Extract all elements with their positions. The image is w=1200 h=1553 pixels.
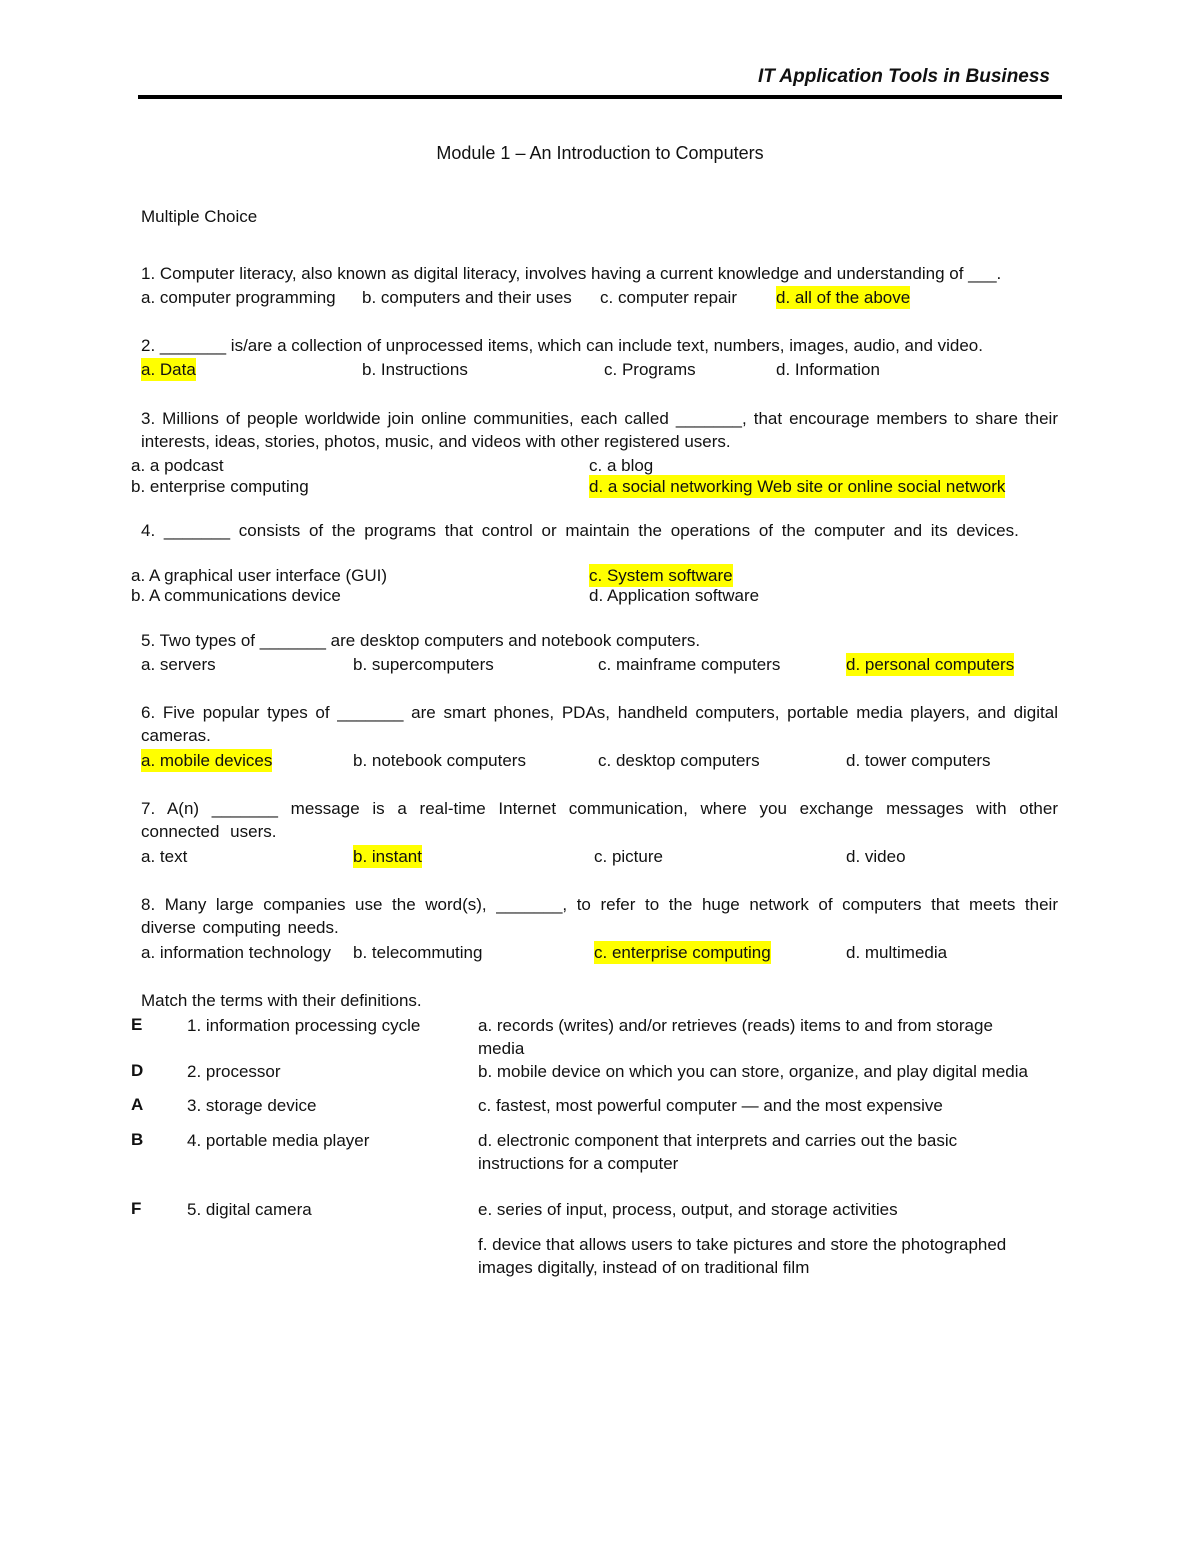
q1-option-d-correct: d. all of the above [776, 288, 911, 307]
q8-option-a: a. information technology [141, 943, 331, 962]
header-title: IT Application Tools in Business [757, 66, 1050, 87]
q3-option-b: b. enterprise computing [131, 477, 309, 496]
match-term-1: 1. information processing cycle [187, 1016, 421, 1035]
match-answer-4: B [131, 1130, 144, 1149]
match-definition-e: e. series of input, process, output, and storage activities [478, 1200, 898, 1219]
match-definition-c: c. fastest, most powerful computer — and the most expensive [478, 1096, 943, 1115]
q7-option-c: c. picture [594, 847, 663, 866]
page-title: Module 1 – An Introduction to Computers [436, 143, 764, 163]
q8-option-b: b. telecommuting [353, 943, 483, 962]
match-definition-a: a. records (writes) and/or retrieves (reads) items to and from storage media [478, 1016, 993, 1058]
question-3-text: 3. Millions of people worldwide join online communities, each called _______, that encourage members to share their interests, ideas, stories, photos, music, and videos with other registered users. [141, 409, 1058, 451]
q3-option-d-correct: d. a social networking Web site or online social network [589, 477, 1006, 496]
q5-option-d-correct: d. personal computers [846, 655, 1015, 674]
q8-option-d: d. multimedia [846, 943, 948, 962]
q2-option-b: b. Instructions [362, 360, 468, 379]
matching-instructions: Match the terms with their definitions. [141, 991, 422, 1010]
q6-option-c: c. desktop computers [598, 751, 760, 770]
match-term-4: 4. portable media player [187, 1131, 370, 1150]
q8-option-c-correct: c. enterprise computing [594, 943, 771, 962]
match-answer-5: F [131, 1199, 142, 1218]
q4-option-b: b. A communications device [131, 586, 341, 605]
match-definition-b: b. mobile device on which you can store, organize, and play digital media [478, 1062, 1028, 1081]
q4-option-d: d. Application software [589, 586, 760, 605]
match-definition-d: d. electronic component that interprets and carries out the basic instructions for a computer [478, 1131, 958, 1173]
q5-option-a: a. servers [141, 655, 216, 674]
match-answer-1: E [131, 1015, 143, 1034]
question-6-text: 6. Five popular types of _______ are smart phones, PDAs, handheld computers, portable media players, and digital cameras. [141, 703, 1058, 745]
question-1-text: 1. Computer literacy, also known as digital literacy, involves having a current knowledge and understanding of ___. [141, 264, 1002, 283]
question-4-text: 4. _______ consists of the programs that control or maintain the operations of the computer and its devices. [141, 521, 1019, 540]
q7-option-d: d. video [846, 847, 906, 866]
q6-option-b: b. notebook computers [353, 751, 526, 770]
q1-option-c: c. computer repair [600, 288, 737, 307]
match-answer-3: A [131, 1095, 144, 1114]
match-term-5: 5. digital camera [187, 1200, 312, 1219]
q2-option-d: d. Information [776, 360, 880, 379]
q1-option-a: a. computer programming [141, 288, 336, 307]
q4-option-a: a. A graphical user interface (GUI) [131, 566, 388, 585]
header-divider [138, 95, 1062, 99]
question-8-text: 8. Many large companies use the word(s), _______, to refer to the huge network of computers that meets their diverse computing needs. [141, 895, 1058, 937]
q2-option-c: c. Programs [604, 360, 696, 379]
q7-option-b-correct: b. instant [353, 847, 422, 866]
match-definition-f: f. device that allows users to take pictures and store the photographed images digitally, instead of on traditional film [478, 1235, 1007, 1277]
question-5-text: 5. Two types of _______ are desktop computers and notebook computers. [141, 631, 701, 650]
question-7-text: 7. A(n) _______ message is a real-time Internet communication, where you exchange messages with other connected users. [141, 799, 1058, 841]
match-answer-2: D [131, 1061, 144, 1080]
section-label: Multiple Choice [141, 207, 258, 226]
q6-option-d: d. tower computers [846, 751, 991, 770]
q3-option-a: a. a podcast [131, 456, 224, 475]
q3-option-c: c. a blog [589, 456, 654, 475]
question-2-text: 2. _______ is/are a collection of unprocessed items, which can include text, numbers, images, audio, and video. [141, 336, 983, 355]
q5-option-c: c. mainframe computers [598, 655, 781, 674]
q5-option-b: b. supercomputers [353, 655, 494, 674]
q2-option-a-correct: a. Data [141, 360, 196, 379]
q1-option-b: b. computers and their uses [362, 288, 572, 307]
q7-option-a: a. text [141, 847, 188, 866]
q4-option-c-correct: c. System software [589, 566, 733, 585]
match-term-3: 3. storage device [187, 1096, 317, 1115]
q6-option-a-correct: a. mobile devices [141, 751, 273, 770]
match-term-2: 2. processor [187, 1062, 281, 1081]
